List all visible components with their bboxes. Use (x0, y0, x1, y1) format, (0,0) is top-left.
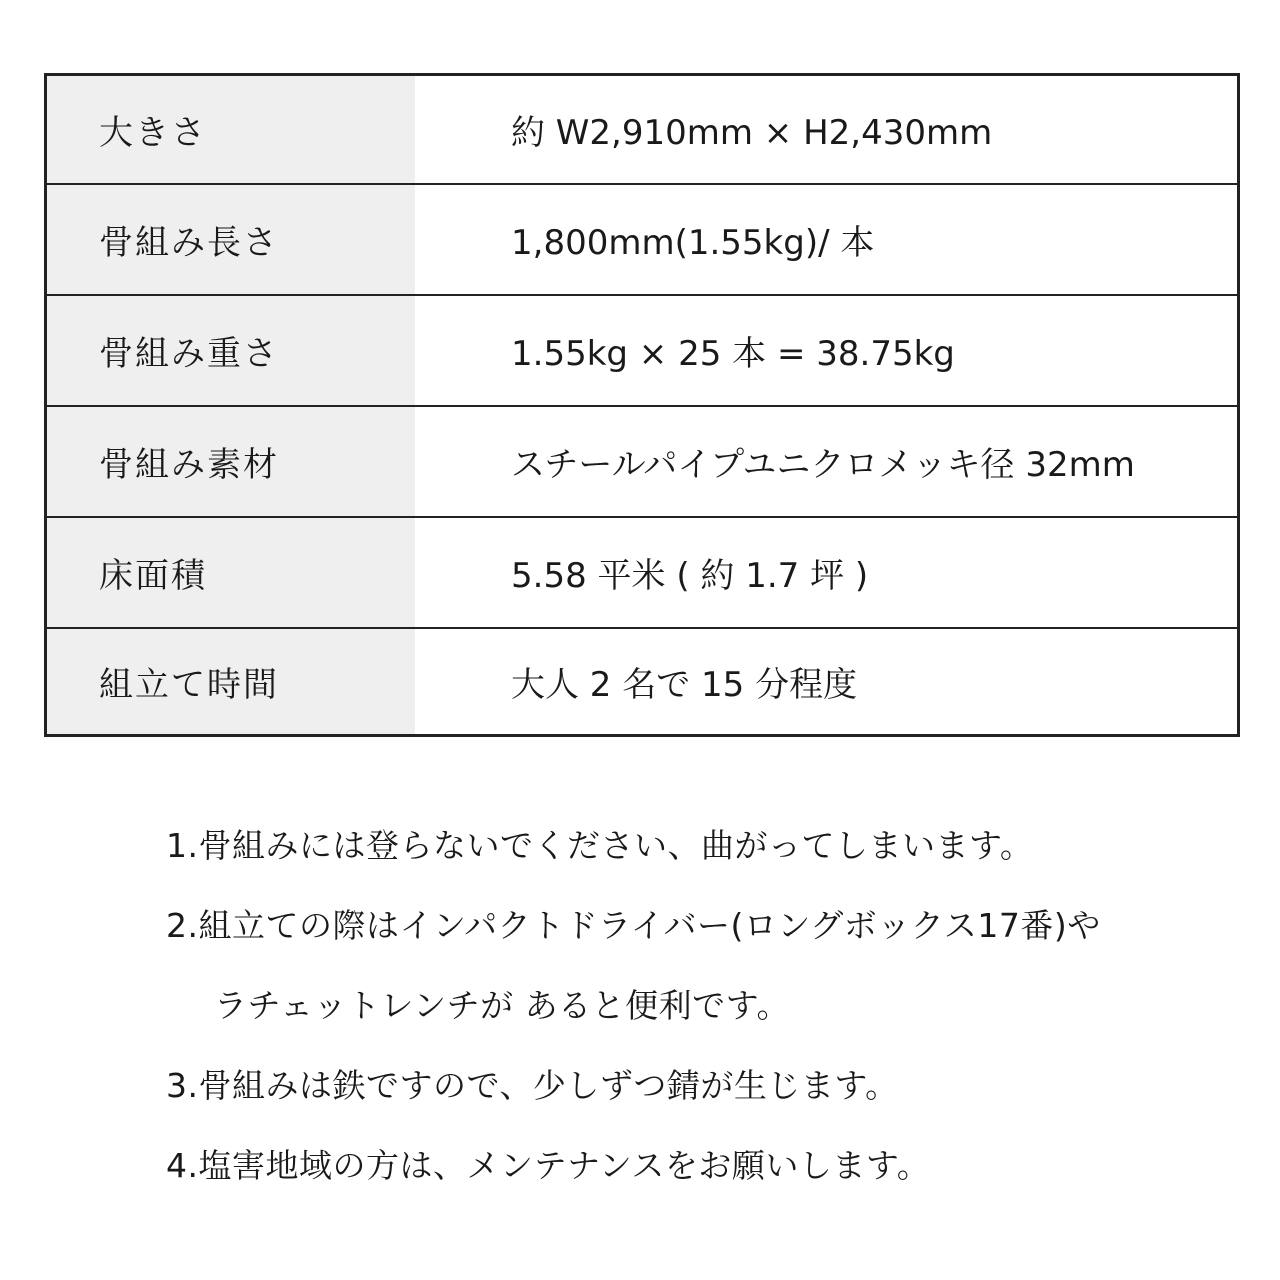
spec-row-floor-area (46, 517, 1239, 628)
spec-label: 組立て時間 (46, 628, 416, 736)
note-item-continuation: ラチェットレンチが あると便利です。 (214, 986, 791, 1025)
spec-row-size (46, 75, 1239, 185)
note-item: 3.骨組みは鉄ですので、少しずつ錆が生じます。 (166, 1066, 899, 1105)
spec-row-frame-length (46, 184, 1239, 295)
spec-value: 大人 2 名で 15 分程度 (415, 628, 1239, 736)
spec-label: 骨組み長さ (46, 184, 416, 295)
note-item: 4.塩害地域の方は、メンテナンスをお願いします。 (166, 1146, 931, 1185)
spec-label: 床面積 (46, 517, 416, 628)
spec-value: 1.55kg × 25 本 = 38.75kg (415, 295, 1239, 406)
spec-row-frame-material (46, 406, 1239, 517)
spec-label: 大きさ (46, 75, 416, 185)
note-item: 2.組立ての際はインパクトドライバー(ロングボックス17番)や (166, 906, 1101, 945)
notes-list (166, 806, 1246, 1206)
spec-value: 約 W2,910mm × H2,430mm (415, 75, 1239, 185)
spec-row-frame-weight (46, 295, 1239, 406)
spec-table (44, 73, 1240, 737)
spec-value: スチールパイプユニクロメッキ径 32mm (415, 406, 1239, 517)
spec-value: 5.58 平米 ( 約 1.7 坪 ) (415, 517, 1239, 628)
note-item: 1.骨組みには登らないでください、曲がってしまいます。 (166, 826, 1034, 865)
spec-value: 1,800mm(1.55kg)/ 本 (415, 184, 1239, 295)
spec-row-assembly-time (46, 628, 1239, 736)
spec-label: 骨組み重さ (46, 295, 416, 406)
spec-label: 骨組み素材 (46, 406, 416, 517)
